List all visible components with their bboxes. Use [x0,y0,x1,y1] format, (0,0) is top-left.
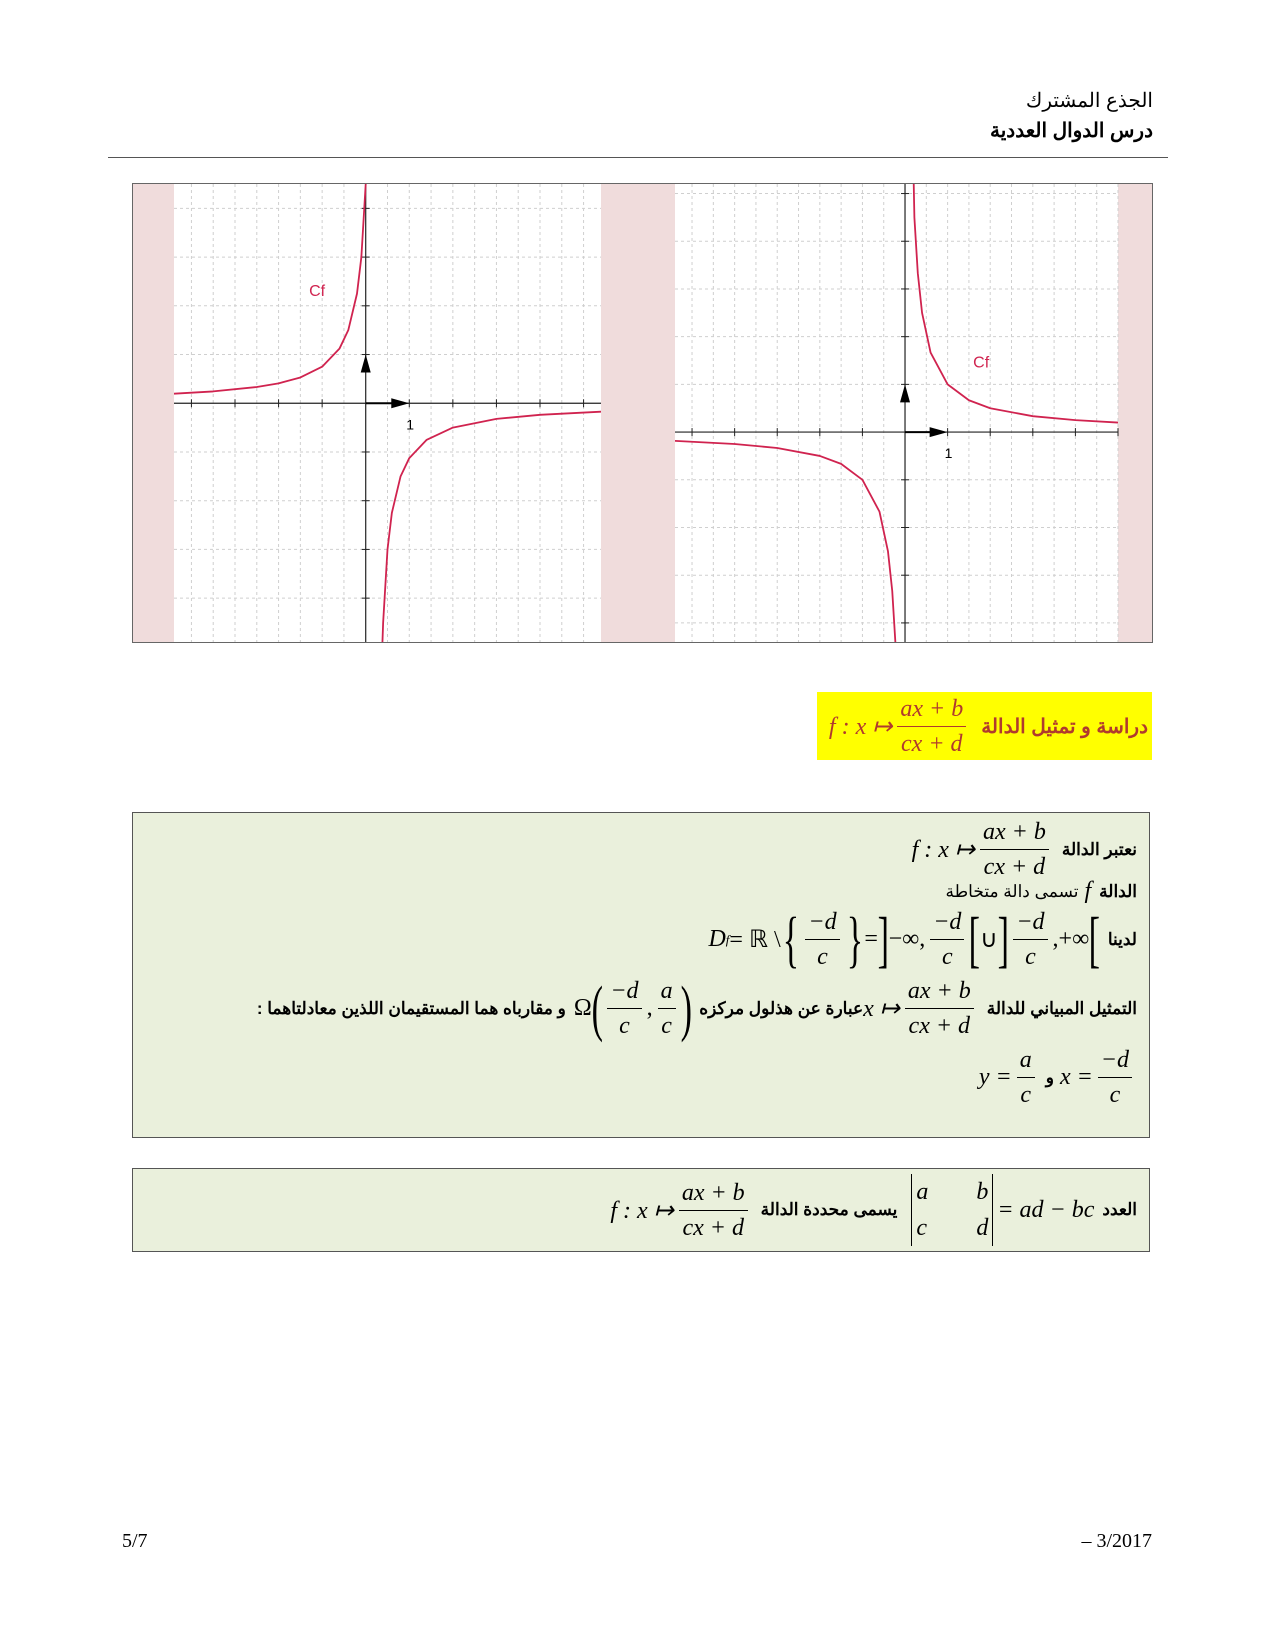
numerator: −d [1013,905,1047,940]
numerator: −d [930,905,964,940]
numerator: ax + b [905,974,974,1009]
consider-text: نعتبر الدالة [1061,839,1137,859]
graph-hyperbola-increasing [642,184,1152,642]
denominator: c [619,1013,630,1039]
header-divider [108,157,1168,158]
graph-svg [642,184,1152,642]
domain-symbol: D [708,926,726,952]
asymptotes-text: و مقارباه هما المستقيمان اللذين معادلتاهما : [256,998,566,1018]
denominator: cx + d [901,730,963,757]
graph-text: التمثيل المبياني للدالة [986,998,1137,1018]
homographic-text: تسمى دالة متخاطة [945,881,1079,901]
graphs-figure [132,183,1153,643]
we-have-text: لدينا [1107,929,1137,949]
curve-label: Cf [309,283,326,301]
det-d: d [976,1215,989,1241]
page-header [990,86,1153,146]
plot-area [675,184,1118,642]
curve-label: Cf [973,354,990,372]
and-text: و [1045,1067,1054,1087]
union: ∪ [980,927,998,953]
denominator: cx + d [682,1214,744,1241]
section-title [817,692,1152,760]
det-c: c [916,1215,927,1241]
domain-formula: D f = ℝ \ { $\frac{-d}{c}$ } = ] −∞, $\frac{-d}{c}$ [ ∪ ] $\frac{-d}{c}$ ,+∞ [ [708,905,1101,974]
numerator: ax + b [980,815,1049,850]
numerator: −d [607,974,641,1009]
subject-label: الجذع المشترك [1025,90,1153,112]
number-text: العدد [1102,1200,1137,1219]
denominator: cx + d [983,854,1046,880]
numerator: −d [1098,1043,1132,1078]
lesson-title: درس الدوال العددية [990,120,1153,142]
function-notation: f : x ↦ [610,1197,674,1224]
definition-box [132,812,1150,1138]
numerator: ax + b [679,1176,748,1211]
det-b: b [976,1179,989,1205]
determinant-text: يسمى محددة الدالة [760,1200,898,1219]
minus-infinity: −∞, [888,926,926,952]
denominator: cx + d [908,1013,971,1039]
denominator: c [942,944,953,970]
page-number: 5/7 [122,1530,148,1552]
denominator: c [817,944,828,970]
vertical-asymptote-eq: x = [1059,1064,1093,1090]
denominator: c [1025,944,1036,970]
hyperbola-text: عبارة عن هذلول مركزه [699,998,864,1018]
horizontal-asymptote-eq: y = [978,1064,1012,1090]
denominator: c [661,1013,672,1039]
numerator: −d [805,905,839,940]
comma: , [646,995,653,1021]
section-title-formula [829,692,971,761]
determinant-value: = ad − bc [997,1196,1095,1223]
center-formula: Ω ( $\frac{-d}{c}$ , $\frac{a}{c}$ ) [573,974,692,1043]
footer-date: – 3/2017 [1081,1530,1152,1552]
graph-hyperbola-decreasing [133,184,642,642]
function-label: الدالة [1099,881,1137,901]
tick-label-1: 1 [406,416,415,433]
det-a: a [916,1179,929,1205]
setminus: = ℝ \ [729,927,781,953]
numerator: a [1017,1043,1035,1078]
denominator: c [1109,1082,1121,1108]
plus-infinity: ,+∞ [1052,926,1090,952]
domain-subscript: f [725,931,730,947]
section-title-text: دراسة و تمثيل الدالة [981,715,1148,738]
numerator: ax + b [897,692,966,727]
equals: = [864,926,878,952]
function-symbol: f [1084,878,1092,904]
determinant-box [132,1168,1150,1252]
function-notation: f : x ↦ [828,713,893,740]
omega: Ω [573,995,592,1021]
determinant-formula [907,1174,1094,1246]
tick-label-1: 1 [944,445,953,462]
map-notation: x ↦ [863,996,900,1022]
graph-svg [133,184,642,642]
function-notation: f : x ↦ [911,837,975,863]
denominator: c [1020,1082,1032,1108]
numerator: a [658,974,676,1009]
